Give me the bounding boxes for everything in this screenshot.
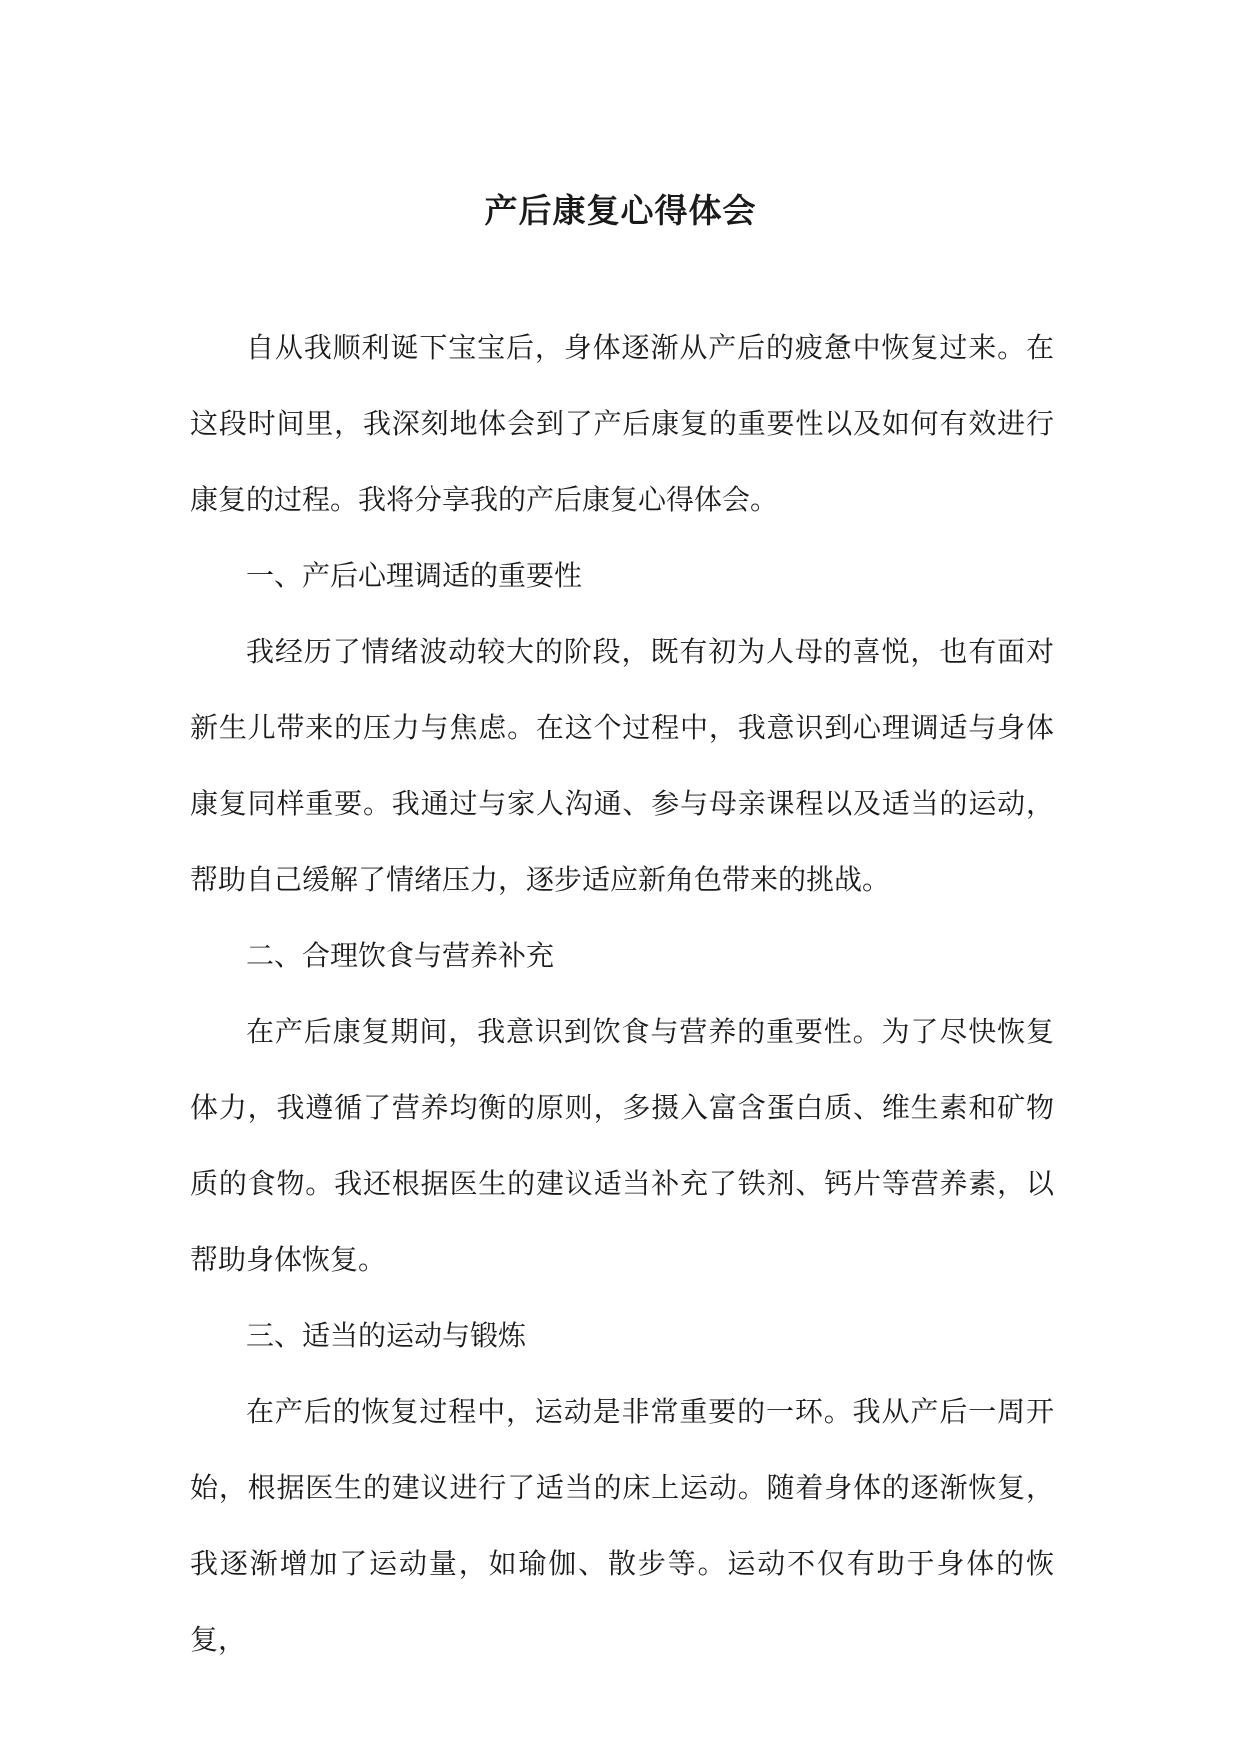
section-heading-1: 一、产后心理调适的重要性 [246,559,583,592]
intro-paragraph: 自从我顺利诞下宝宝后，身体逐渐从产后的疲惫中恢复过来。在这段时间里，我深刻地体会到了产后康复的重要性以及如何有效进行康复的过程。我将分享我的产后康复心得体会。 [190,331,1054,516]
section-paragraph-3: 在产后的恢复过程中，运动是非常重要的一环。我从产后一周开始，根据医生的建议进行了适当的床上运动。随着身体的逐渐恢复，我逐渐增加了运动量，如瑜伽、散步等。运动不仅有助于身体的恢复， [190,1395,1054,1656]
section-paragraph-2: 在产后康复期间，我意识到饮食与营养的重要性。为了尽快恢复体力，我遵循了营养均衡的原则，多摄入富含蛋白质、维生素和矿物质的食物。我还根据医生的建议适当补充了铁剂、钙片等营养素，以帮助身体恢复。 [190,1015,1054,1276]
section-paragraph-1: 我经历了情绪波动较大的阶段，既有初为人母的喜悦，也有面对新生儿带来的压力与焦虑。在这个过程中，我意识到心理调适与身体康复同样重要。我通过与家人沟通、参与母亲课程以及适当的运动，帮助自己缓解了情绪压力，逐步适应新角色带来的挑战。 [190,635,1054,896]
document-body [190,310,1054,1678]
section-heading-2: 二、合理饮食与营养补充 [246,939,555,972]
document-title: 产后康复心得体会 [484,191,757,230]
section-heading-3: 三、适当的运动与锻炼 [246,1319,527,1352]
